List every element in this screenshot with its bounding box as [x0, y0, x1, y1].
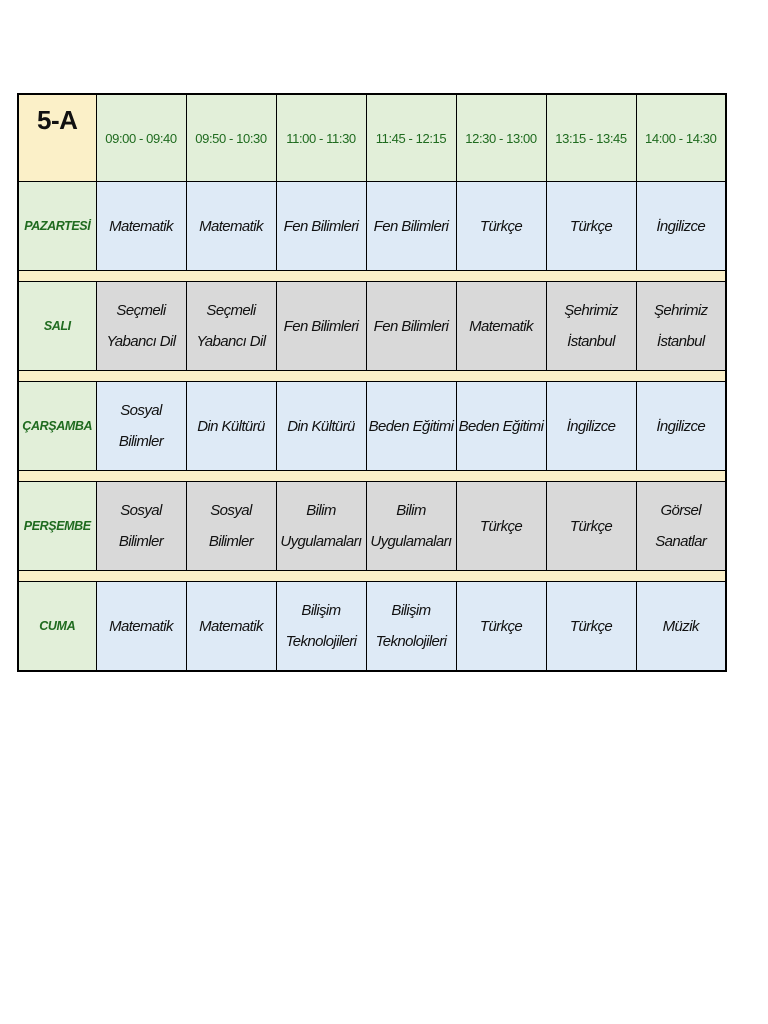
lesson-cell: Matematik: [456, 282, 546, 371]
lesson-cell: Din Kültürü: [186, 382, 276, 471]
separator-band: [18, 271, 726, 282]
lesson-cell: Müzik: [636, 582, 726, 672]
day-label: PERŞEMBE: [18, 482, 96, 571]
lesson-cell: Sosyal Bilimler: [186, 482, 276, 571]
day-row-carsamba: [18, 382, 726, 471]
lesson-cell: Matematik: [96, 582, 186, 672]
lesson-cell: Sosyal Bilimler: [96, 382, 186, 471]
lesson-cell: Seçmeli Yabancı Dil: [186, 282, 276, 371]
time-slot-3: 11:00 - 11:30: [276, 94, 366, 182]
row-separator: [18, 271, 726, 282]
separator-band: [18, 571, 726, 582]
lesson-cell: Matematik: [186, 582, 276, 672]
lesson-cell: Türkçe: [546, 582, 636, 672]
time-slot-4: 11:45 - 12:15: [366, 94, 456, 182]
lesson-cell: Türkçe: [456, 482, 546, 571]
lesson-cell: Türkçe: [456, 182, 546, 271]
lesson-cell: Bilişim Teknolojileri: [276, 582, 366, 672]
row-separator: [18, 571, 726, 582]
lesson-cell: İngilizce: [546, 382, 636, 471]
lesson-cell: Beden Eğitimi: [456, 382, 546, 471]
lesson-cell: Türkçe: [546, 482, 636, 571]
lesson-cell: Bilim Uygulamaları: [276, 482, 366, 571]
lesson-cell: Fen Bilimleri: [276, 182, 366, 271]
day-row-pazartesi: [18, 182, 726, 271]
lesson-cell: Seçmeli Yabancı Dil: [96, 282, 186, 371]
time-slot-6: 13:15 - 13:45: [546, 94, 636, 182]
timetable-sheet: [17, 93, 726, 672]
day-row-persembe: [18, 482, 726, 571]
lesson-cell: İngilizce: [636, 382, 726, 471]
lesson-cell: Fen Bilimleri: [276, 282, 366, 371]
timetable: [17, 93, 727, 672]
lesson-cell: Din Kültürü: [276, 382, 366, 471]
lesson-cell: Sosyal Bilimler: [96, 482, 186, 571]
row-separator: [18, 371, 726, 382]
lesson-cell: Bilişim Teknolojileri: [366, 582, 456, 672]
class-name: 5-A: [18, 94, 96, 182]
day-row-sali: [18, 282, 726, 371]
time-slot-2: 09:50 - 10:30: [186, 94, 276, 182]
day-label: ÇARŞAMBA: [18, 382, 96, 471]
time-slot-1: 09:00 - 09:40: [96, 94, 186, 182]
lesson-cell: Fen Bilimleri: [366, 282, 456, 371]
lesson-cell: Görsel Sanatlar: [636, 482, 726, 571]
separator-band: [18, 471, 726, 482]
lesson-cell: Fen Bilimleri: [366, 182, 456, 271]
time-slot-5: 12:30 - 13:00: [456, 94, 546, 182]
lesson-cell: Matematik: [186, 182, 276, 271]
lesson-cell: Türkçe: [456, 582, 546, 672]
day-label: SALI: [18, 282, 96, 371]
day-row-cuma: [18, 582, 726, 672]
day-label: CUMA: [18, 582, 96, 672]
lesson-cell: Türkçe: [546, 182, 636, 271]
lesson-cell: Bilim Uygulamaları: [366, 482, 456, 571]
lesson-cell: Matematik: [96, 182, 186, 271]
day-label: PAZARTESİ: [18, 182, 96, 271]
time-slot-7: 14:00 - 14:30: [636, 94, 726, 182]
lesson-cell: İngilizce: [636, 182, 726, 271]
row-separator: [18, 471, 726, 482]
separator-band: [18, 371, 726, 382]
lesson-cell: Beden Eğitimi: [366, 382, 456, 471]
header-row: [18, 94, 726, 182]
lesson-cell: Şehrimiz İstanbul: [636, 282, 726, 371]
lesson-cell: Şehrimiz İstanbul: [546, 282, 636, 371]
